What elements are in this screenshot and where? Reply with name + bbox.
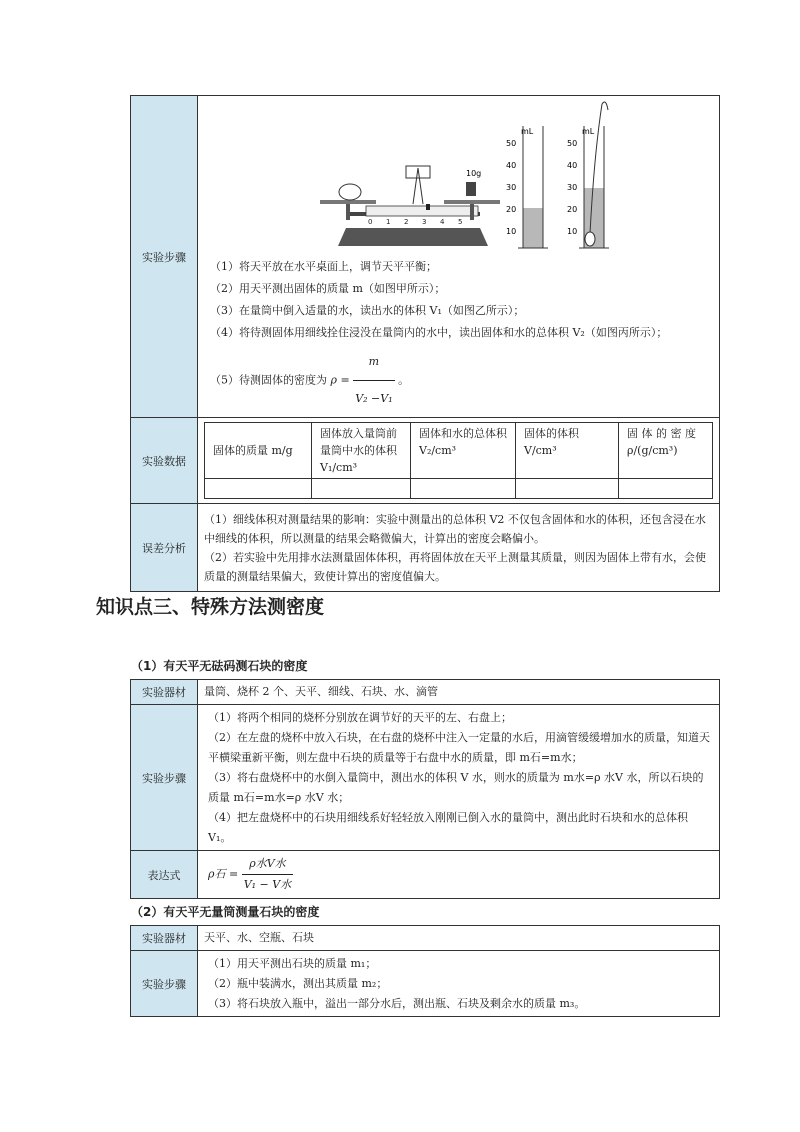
header-mass: 固体的质量 m/g [205, 423, 312, 479]
sub2-equip-label: 实验器材 [131, 926, 198, 951]
cell-mass [205, 479, 312, 499]
sub1-table [130, 679, 720, 899]
svg-text:50: 50 [567, 139, 578, 148]
sub1-expr-label: 表达式 [131, 851, 198, 899]
balance-beam-scale [366, 206, 478, 216]
weight-label: 10g [466, 169, 482, 178]
cyl2-ticks [567, 139, 577, 236]
steps-cell [198, 96, 720, 418]
sub2-equip: 天平、水、空瓶、石块 [198, 926, 720, 951]
cell-volume [516, 479, 619, 499]
header-volume: 固体的体积 V/cm³ [516, 423, 619, 479]
sub2-steps [198, 951, 720, 1017]
weight-block [466, 182, 476, 196]
pointer-dial [406, 166, 430, 178]
error-cell [198, 504, 720, 592]
sub1-step-3: （3）将右盘烧杯中的水倒入量筒中，测出水的体积 V 水，则水的质量为 m水=ρ 水V 水，所以石块的质量 m石=m水=ρ 水V 水； [208, 770, 704, 804]
error-label: 误差分析 [131, 504, 198, 592]
cell-density [619, 479, 713, 499]
svg-text:0: 0 [368, 218, 373, 226]
density-formula: $\frac{m}{\text{V₂ −V₁}}$ [353, 344, 394, 417]
sub2-steps-label: 实验步骤 [131, 951, 198, 1017]
sub2-table [130, 925, 720, 1017]
section-title: 知识点三、特殊方法测密度 [96, 596, 325, 618]
step-1: （1）将天平放在水平桌面上，调节天平平衡； [210, 260, 437, 273]
sub1-step-1: （1）将两个相同的烧杯分别放在调节好的天平的左、右盘上； [208, 710, 512, 724]
cell-v1 [312, 479, 411, 499]
sub1-steps-label: 实验步骤 [131, 705, 198, 851]
sub1-steps [198, 705, 720, 851]
balance-base [338, 228, 488, 246]
svg-text:40: 40 [506, 161, 517, 170]
sub1-density-formula: $\frac{\text{ρ水V水}}{\text{V₁ − V水}}$ [242, 854, 294, 895]
sub2-step-1: （1）用天平测出石块的质量 m₁； [208, 956, 377, 970]
cell-v2 [411, 479, 516, 499]
sub2-step-2: （2）瓶中装满水，测出其质量 m₂； [208, 976, 388, 990]
data-table [204, 422, 713, 499]
cyl1-unit: mL [521, 127, 534, 136]
data-cell [198, 418, 720, 504]
header-v2: 固体和水的总体积 V₂/cm³ [411, 423, 516, 479]
svg-text:4: 4 [440, 218, 445, 226]
cyl1-water [523, 208, 543, 248]
svg-text:40: 40 [567, 161, 578, 170]
sub2-step-3: （3）将石块放入瓶中，溢出一部分水后，测出瓶、石块及剩余水的质量 m₃。 [208, 996, 586, 1010]
cyl2-unit: mL [582, 127, 595, 136]
svg-text:30: 30 [506, 183, 517, 192]
sub1-step-4: （4）把左盘烧杯中的石块用细线系好轻轻放入刚刚已倒入水的量筒中，测出此时石块和水的总体积 V₁。 [208, 810, 688, 844]
svg-text:5: 5 [458, 218, 463, 226]
step-2: （2）用天平测出固体的质量 m（如图甲所示）； [210, 282, 446, 295]
svg-text:20: 20 [506, 205, 517, 214]
header-v1: 固体放入量筒前量筒中水的体积 V₁/cm³ [312, 423, 411, 479]
solid-object [339, 184, 361, 200]
sub1-expr: ρ石 = $\frac{\text{ρ水V水}}{\text{V₁ − V水}}$ [198, 851, 720, 899]
sub1-equip-label: 实验器材 [131, 680, 198, 705]
apparatus-figure [198, 96, 719, 256]
sub1-title: （1）有天平无砝码测石块的密度 [131, 659, 308, 673]
sub2-title: （2）有天平无量筒测量石块的密度 [131, 905, 320, 919]
step-3: （3）在量筒中倒入适量的水，读出水的体积 V₁（如图乙所示）； [210, 304, 525, 317]
error-2: （2）若实验中先用排水法测量固体体积，再将固体放在天平上测量其质量，则因为固体上带有水，会使质量的测量结果偏大，致使计算出的密度值偏大。 [204, 550, 706, 583]
error-1: （1）细线体积对测量结果的影响：实验中测量出的总体积 V2 不仅包含固体和水的体积，还包含浸在水中细线的体积，所以测量的结果会略微偏大，计算出的密度会略偏小。 [204, 512, 706, 545]
cyl1-ticks [506, 139, 516, 236]
sub1-equip: 量筒、烧杯 2 个、天平、细线、石块、水、滴管 [198, 680, 720, 705]
data-label: 实验数据 [131, 418, 198, 504]
left-pan [320, 200, 376, 204]
header-density: 固 体 的 密 度 ρ/(g/cm³) [619, 423, 713, 479]
experiment-table [130, 95, 720, 592]
svg-text:50: 50 [506, 139, 517, 148]
svg-text:10: 10 [506, 227, 517, 236]
svg-text:1: 1 [386, 218, 391, 226]
steps-list [198, 256, 719, 417]
scale-ticks [368, 218, 462, 226]
svg-text:30: 30 [567, 183, 578, 192]
step-5: （5）待测固体的密度为 ρ = $\frac{m}{\text{V₂ −V₁}}$ 。 [198, 344, 719, 417]
svg-text:20: 20 [567, 205, 578, 214]
right-pan [444, 200, 500, 204]
svg-text:2: 2 [404, 218, 409, 226]
svg-text:10: 10 [567, 227, 578, 236]
svg-text:3: 3 [422, 218, 427, 226]
balance-and-cylinders-illustration [198, 96, 718, 256]
sub1-step-2: （2）在左盘的烧杯中放入石块，在右盘的烧杯中注入一定量的水后，用滴管缓缓增加水的质量，知道天平横梁重新平衡，则左盘中石块的质量等于右盘中水的质量，即 m石=m水； [208, 730, 710, 764]
step-4: （4）将待测固体用细线拴住浸没在量筒内的水中，读出固体和水的总体积 V₂（如图丙所示）； [210, 326, 668, 339]
steps-label: 实验步骤 [131, 96, 198, 418]
